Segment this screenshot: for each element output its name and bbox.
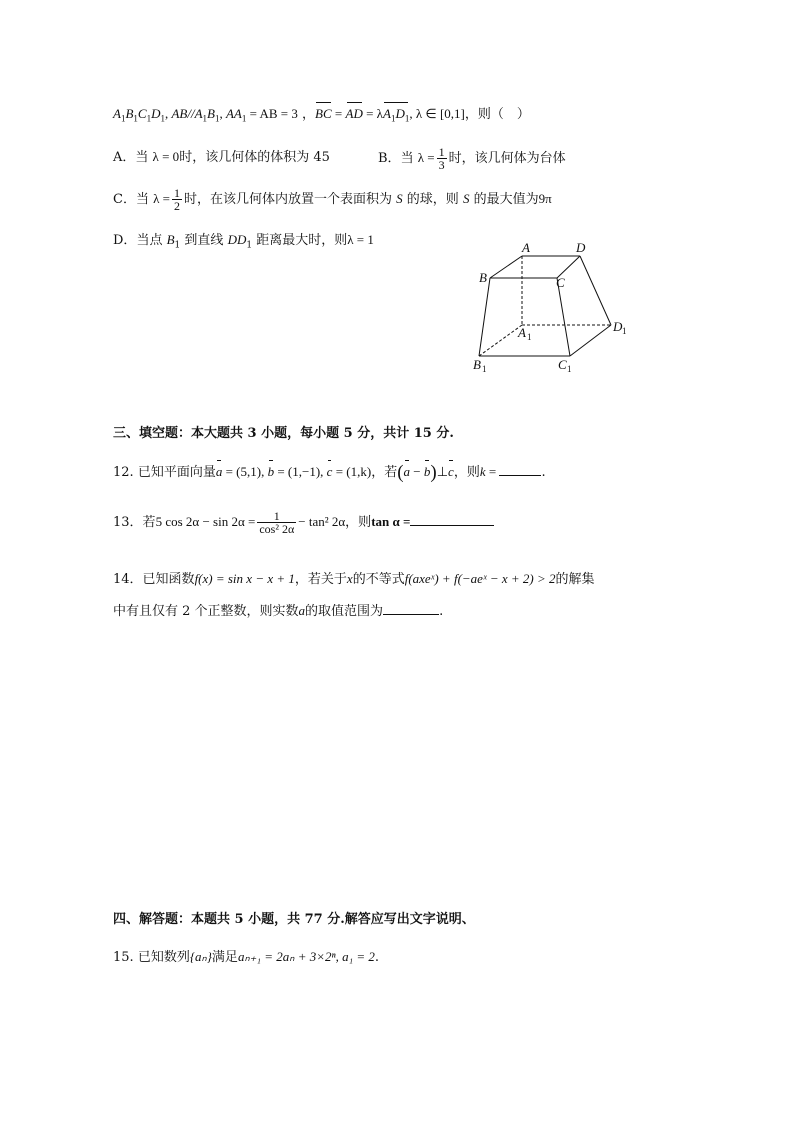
svg-text:1: 1 <box>527 332 532 342</box>
edge-DD1 <box>580 256 611 325</box>
label-c1: C <box>558 357 567 372</box>
edge-A1B1-hidden <box>479 325 522 356</box>
edge-C1D1 <box>570 325 611 356</box>
label-d1: D <box>613 319 623 334</box>
option-b-letter: B． <box>378 151 401 166</box>
svg-text:1: 1 <box>482 364 487 374</box>
option-c: C．当 λ = $\frac{1}{2}$ 时，在该几何体内放置一个表面积为 S 的球，则 S 的最大值为9π <box>113 186 552 213</box>
label-d: D <box>576 240 586 255</box>
edge-BA <box>490 256 522 278</box>
q12-answer-blank[interactable] <box>499 463 541 476</box>
q14-answer-blank[interactable] <box>383 602 439 615</box>
parallel-statement: AB// <box>171 106 195 121</box>
lambda-range: [0,1] <box>439 106 465 121</box>
q15: 15. 已知数列{aₙ}满足aₙ₊₁ = 2aₙ + 3×2ⁿ, a₁ = 2. <box>113 949 380 965</box>
option-a-letter: A． <box>113 150 136 165</box>
q11-stem-end: ，则（ ） <box>464 107 530 122</box>
length-equality: = AB = 3 <box>249 106 298 121</box>
option-b: B．当 λ = $\frac{1}{3}$ 时，该几何体为台体 <box>378 145 566 172</box>
svg-text:1: 1 <box>567 364 572 374</box>
q12: 12. 已知平面向量a = (5,1), b = (1,−1), c = (1,k)，若(a − b)⊥c，则k = . <box>113 461 546 483</box>
svg-text:1: 1 <box>622 326 627 336</box>
q14-line1: 14．已知函数f(x) = sin x − x + 1，若关于x的不等式f(axeˣ) + f(−aeˣ − x + 2) > 2的解集 <box>113 571 595 587</box>
label-b1: B <box>473 357 481 372</box>
q13: 13．若5 cos 2α − sin 2α = $\frac{1}{\text{cos² 2α}}$ − tan² 2α，则tan α = <box>113 510 494 535</box>
q13-answer-blank[interactable] <box>410 513 494 526</box>
section3-title: 三、填空题：本大题共 3 小题，每小题 5 分，共计 15 分. <box>113 426 454 441</box>
frustum-figure <box>468 238 638 378</box>
label-b: B <box>479 270 487 285</box>
edge-BB1 <box>479 278 490 356</box>
q11-stem: $A_1B_1C_1D_1$, $AB//A_1B_1$, $AA_1$ = AB = 3 ，BC = AD = $\lambda A_1D_1$, λ ∈ [0,1]，则（ ） <box>113 105 530 128</box>
section4-title: 四、解答题：本题共 5 小题，共 77 分.解答应写出文字说明、 <box>113 912 475 927</box>
option-a: A．当 λ = 0时，该几何体的体积为 45 <box>113 149 330 165</box>
option-c-letter: C． <box>113 192 136 207</box>
label-c: C <box>556 275 565 290</box>
option-d: D．当点 $B_1$ 到直线 $DD_1$ 距离最大时，则λ = 1 <box>113 232 374 251</box>
q14-line2: 中有且仅有 2 个正整数，则实数a的取值范围为 . <box>113 603 444 619</box>
option-d-letter: D． <box>113 233 137 248</box>
label-a1: A <box>518 325 526 340</box>
label-a: A <box>522 240 530 255</box>
